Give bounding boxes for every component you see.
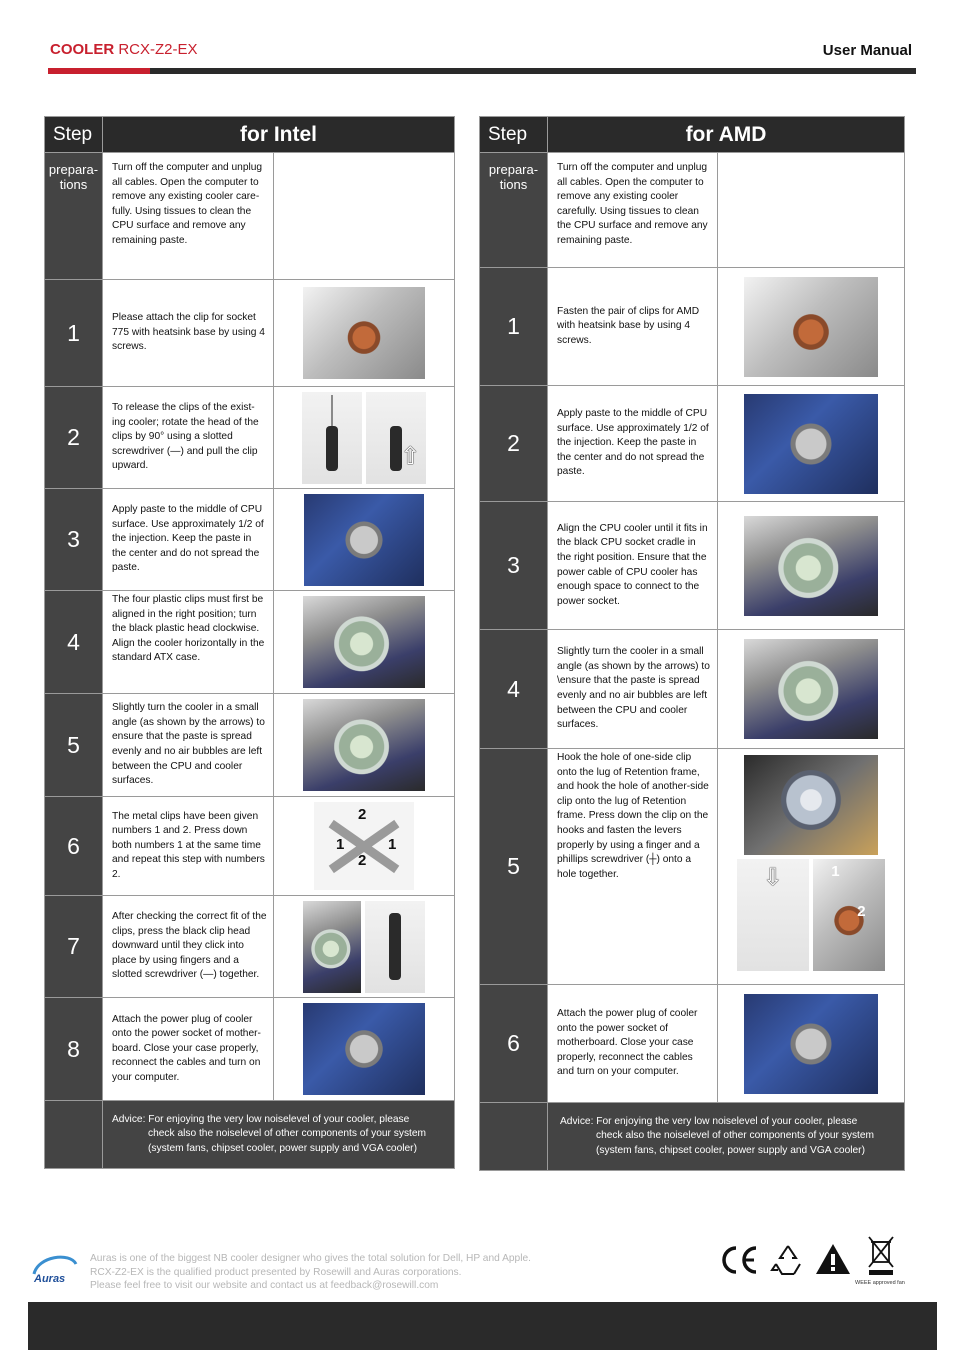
advice-step-empty [45,1101,103,1169]
step-number: 5 [480,749,548,985]
advice-step-empty [480,1103,548,1171]
step-text: To release the clips of the exist-ing cooler; rotate the head of the clips by 90° using a slotted screwdriver (—) and pull the clip upward. [103,387,274,489]
amd-clips-photo [744,277,878,377]
step-number: 6 [480,985,548,1103]
step-text: Apply paste to the middle of CPU surface. Use approximately 1/2 of the injection. Keep the paste in the center and do not spread the paste. [548,386,718,502]
amd-install-table [479,116,904,1171]
arrow-up-icon: ⇧ [400,442,421,470]
step-text: The four plastic clips must first be aligned in the right position; turn the black plastic head clockwise. Align the cooler horizontally in the standard ATX case. [103,591,274,694]
lever-fasten-photo: 1 2 [813,859,885,971]
step-text: Hook the hole of one-side clip onto the lug of Retention frame, and hook the hole of another-side clip onto the lug of Retention frame. Press down the clip on the hooks and fasten the levers properly by using a finger and a phillips screwdriver (┼) onto a hole together. [548,749,718,985]
lever-hook-photo [737,859,809,971]
step-number: 3 [480,502,548,630]
footer-about: Auras is one of the biggest NB cooler designer who gives the total solution for Dell, HP and Apple. RCX-Z2-EX is the qualified product presented by Rosewill and Auras corporations. Please feel free to visit our website and contact us at feedback@rosewill.com [90,1253,531,1291]
weee-bin-icon [866,1234,896,1278]
step-text: After checking the correct fit of the clips, press the black clip head downward until they click into place by using fingers and a slotted screwdriver (—) together. [103,896,274,998]
step-number: 7 [45,896,103,998]
header-rule [150,68,916,74]
header-rule-accent [48,68,150,74]
step-number: 2 [480,386,548,502]
step-text: Align the CPU cooler until it fits in the black CPU socket cradle in the right position. Ensure that the power cable of CPU cooler has enough space to connect to the power socket. [548,502,718,630]
cooler-turn-photo [303,699,425,791]
amd-align-photo [744,516,878,616]
intel-title: for Intel [103,117,455,153]
amd-power-plug-photo [744,994,878,1094]
prep-label: prepara- tions [45,153,103,280]
step-column-header: Step [480,117,548,153]
step-text: Attach the power plug of cooler onto the power socket of motherboard. Close your case properly, reconnect the cables and turn on your computer. [548,985,718,1103]
step-number: 1 [480,268,548,386]
prep-text: Turn off the computer and unplug all cables. Open the computer to remove any existing cooler care-fully. Using tissues to clean the CPU surface and remove any remaining paste. [103,153,274,280]
arrow-down-icon: ⇩ [762,864,783,891]
doc-header-product [50,41,198,58]
prep-text: Turn off the computer and unplug all cables. Open the computer to remove any existing cooler carefully. Using tissues to clean the CPU surface and remove any remaining paste. [548,153,718,268]
recycle-icon [770,1240,806,1280]
step-text: The metal clips have been given numbers 1 and 2. Press down both numbers 1 at the same time and repeat this step with numbers 2. [103,797,274,896]
step-number: 8 [45,998,103,1101]
step-number: 5 [45,694,103,797]
clip-press-photo [303,901,361,993]
model-label: RCX-Z2-EX [118,41,198,58]
prep-label: prepara- tions [480,153,548,268]
step-number: 4 [480,630,548,749]
step-text: Apply paste to the middle of CPU surface. Use approximately 1/2 of the injection. Keep the paste in the center and do not spread the paste. [103,489,274,591]
clip-release-photo [302,392,362,484]
step-text: Slightly turn the cooler in a small angle (as shown by the arrows) to ensure that the paste is spread evenly and no air bubbles are left between the CPU and cooler surfaces. [103,694,274,797]
footer-bar [28,1302,937,1350]
intel-install-table [44,116,454,1169]
manual-label: User Manual [822,42,912,59]
cpu-paste-photo [304,494,424,586]
clip-head-photo [365,901,425,993]
step-text: Slightly turn the cooler in a small angle (as shown by the arrows) to \ensure that the paste is spread evenly and no air bubbles are left between the CPU and cooler surfaces. [548,630,718,749]
metal-clips-photo: 2 1 1 2 [314,802,414,890]
intel-advice: Advice: For enjoying the very low noiselevel of your cooler, please check also the noiselevel of other components of your system (system fans, chipset cooler, power supply and VGA cooler) [103,1101,455,1169]
amd-title: for AMD [548,117,905,153]
prep-image-empty [718,153,905,268]
step-number: 6 [45,797,103,896]
step-number: 3 [45,489,103,591]
amd-paste-photo [744,394,878,494]
step-number: 2 [45,387,103,489]
heatsink-clip-photo [303,287,425,379]
retention-frame-photo [744,755,878,855]
brand-label: COOLER [50,41,115,58]
amd-turn-photo [744,639,878,739]
step-number: 4 [45,591,103,694]
step-text: Please attach the clip for socket 775 with heatsink base by using 4 screws. [103,280,274,387]
step-number: 1 [45,280,103,387]
step-text: Attach the power plug of cooler onto the power socket of mother-board. Close your case properly, reconnect the cables and turn on your computer. [103,998,274,1101]
clip-pull-photo [366,392,426,484]
power-plug-photo [303,1003,425,1095]
ce-mark-icon [718,1240,760,1280]
amd-advice: Advice: For enjoying the very low noiselevel of your cooler, please check also the noiselevel of other components of your system (system fans, chipset cooler, power supply and VGA cooler) [548,1103,905,1171]
prep-image-empty [274,153,455,280]
step-column-header: Step [45,117,103,153]
weee-label: WEEE approved fan [855,1280,905,1286]
svg-text:Auras: Auras [34,1273,66,1285]
auras-logo-icon [30,1252,78,1288]
cooler-align-photo [303,596,425,688]
step-text: Fasten the pair of clips for AMD with heatsink base by using 4 screws. [548,268,718,386]
warning-icon [814,1240,852,1280]
